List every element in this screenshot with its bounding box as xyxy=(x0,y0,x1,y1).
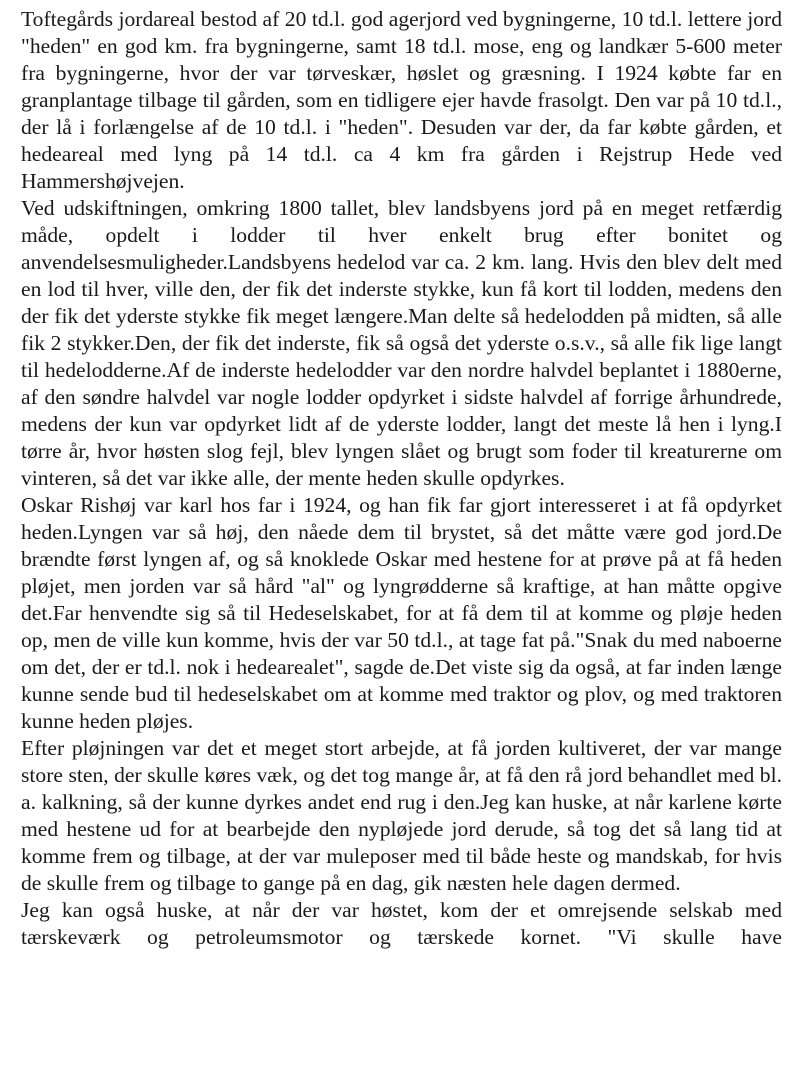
paragraph-3: Oskar Rishøj var karl hos far i 1924, og han fik far gjort interesseret i at få opdyrket heden.Lyngen var så høj, den nåede dem til brystet, så det måtte være god jord.De brændte først lyngen af, og så knoklede Oskar med hestene for at prøve på at få heden pløjet, men jorden var så hård "al" og lyngrødderne så kraftige, at han måtte opgive det.Far henvendte sig så til Hedeselskabet, for at få dem til at komme og pløje heden op, men de ville kun komme, hvis der var 50 td.l., at tage fat på."Snak du med naboerne om det, der er td.l. nok i hedearealet", sagde de.Det viste sig da også, at far inden længe kunne sende bud til hedeselskabet om at komme med traktor og plov, og med traktoren kunne heden pløjes. xyxy=(21,493,782,733)
paragraph-5: Jeg kan også huske, at når der var høstet, kom der et omrejsende selskab med tærskeværk og petroleumsmotor og tærskede kornet. "Vi skulle have xyxy=(21,898,782,949)
paragraph-1: Toftegårds jordareal bestod af 20 td.l. god agerjord ved bygningerne, 10 td.l. lettere jord "heden" en god km. fra bygningerne, samt 18 td.l. mose, eng og landkær 5-600 meter fra bygningerne, hvor der var tørveskær, høslet og græsning. I 1924 købte far en granplantage tilbage til gården, som en tidligere ejer havde frasolgt. Den var på 10 td.l., der lå i forlængelse af de 10 td.l. i "heden". Desuden var der, da far købte gården, et hedeareal med lyng på 14 td.l. ca 4 km fra gården i Rejstrup Hede ved Hammershøjvejen. xyxy=(21,7,782,193)
paragraph-2: Ved udskiftningen, omkring 1800 tallet, blev landsbyens jord på en meget retfærdig måde, opdelt i lodder til hver enkelt brug efter bonitet og anvendelsesmuligheder.Landsbyens hedelod var ca. 2 km. lang. Hvis den blev delt med en lod til hver, ville den, der fik det inderste stykke, kun få kort til lodden, medens den der fik det yderste stykke fik meget længere.Man delte så hedelodden på midten, så alle fik 2 stykker.Den, der fik det inderste, fik så også det yderste o.s.v., så alle fik lige langt til hedelodderne.Af de inderste hedelodder var den nordre halvdel beplantet i 1880erne, af den søndre halvdel var nogle lodder opdyrket i sidste halvdel af forrige århundrede, medens der kun var opdyrket lidt af de yderste lodder, langt det meste lå hen i lyng.I tørre år, hvor høsten slog fejl, blev lyngen slået og brugt som foder til kreaturerne om vinteren, så det var ikke alle, der mente heden skulle opdyrkes. xyxy=(21,196,782,490)
paragraph-4: Efter pløjningen var det et meget stort arbejde, at få jorden kultiveret, der var mange store sten, der skulle køres væk, og det tog mange år, at få den rå jord behandlet med bl. a. kalkning, så der kunne dyrkes andet end rug i den.Jeg kan huske, at når karlene kørte med hestene ud for at bearbejde den nypløjede jord derude, så tog det så lang tid at komme frem og tilbage, at der var muleposer med til både heste og mandskab, for hvis de skulle frem og tilbage to gange på en dag, gik næsten hele dagen dermed. xyxy=(21,736,782,895)
